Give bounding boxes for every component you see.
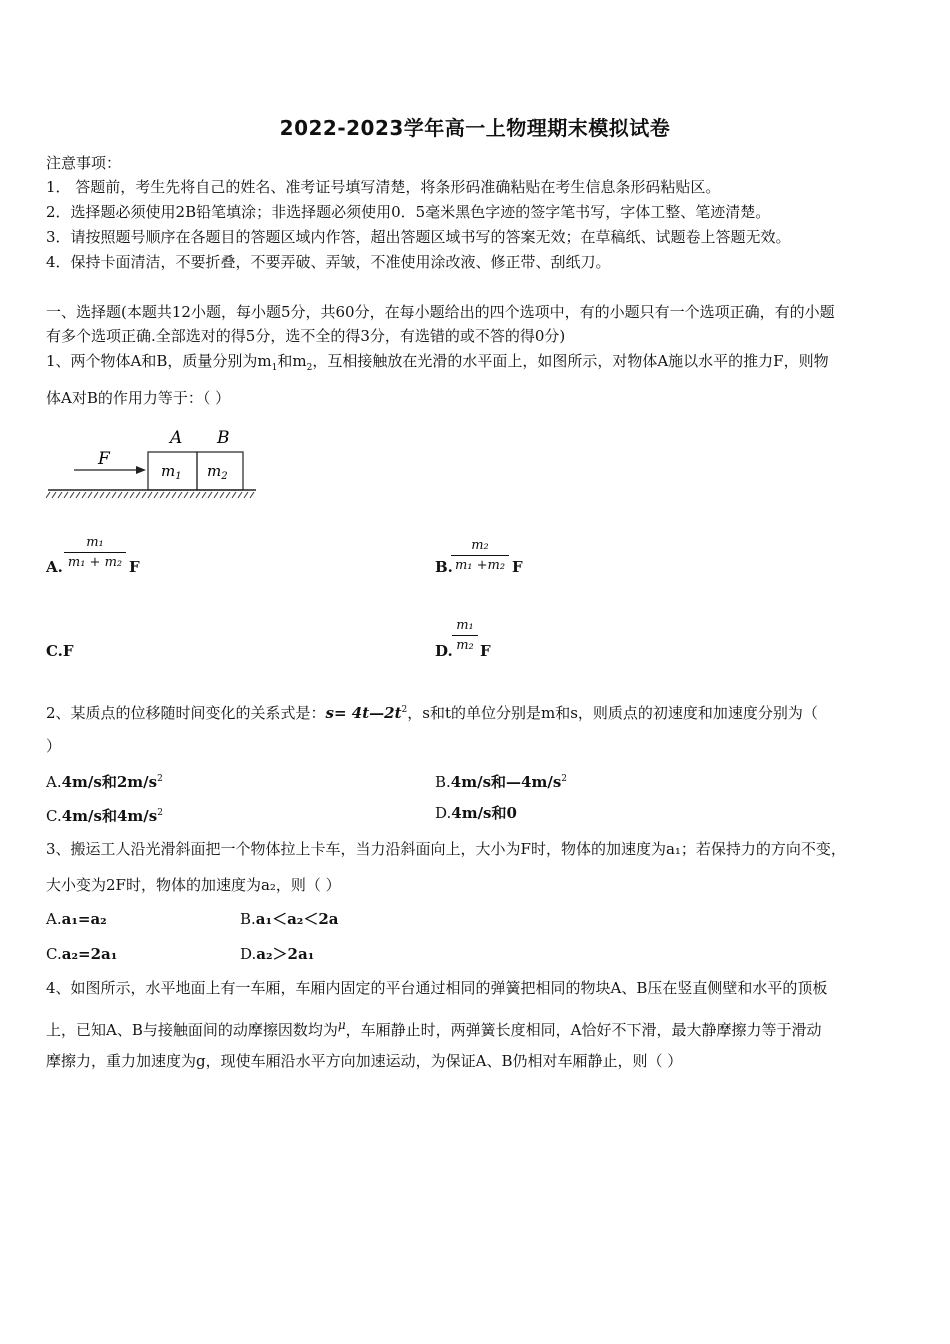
mu-symbol: μ xyxy=(337,1018,346,1032)
q1-figure-blocks xyxy=(46,418,258,510)
q1-option-b-suffix: F xyxy=(512,558,523,576)
q2-option-a[interactable]: A.4m/s和$2m/s^2$ xyxy=(46,773,163,791)
q3-option-a[interactable]: A.a₁=a₂ xyxy=(46,910,107,928)
notice-item-3: 3．请按照题号顺序在各题目的答题区域内作答，超出答题区域书写的答案无效；在草稿纸、试题卷上答题无效。 xyxy=(46,228,791,246)
q2-option-b[interactable]: B.4m/s和$—4m/s^2$ xyxy=(435,773,567,791)
label-a: A xyxy=(170,428,183,448)
q3-stem-line1: 3、搬运工人沿光滑斜面把一个物体拉上卡车，当力沿斜面向上，大小为F时，物体的加速度为a₁；若保持力的方向不变， xyxy=(46,840,846,858)
notice-item-2: 2．选择题必须使用2B铅笔填涂；非选择题必须使用0．5毫米黑色字迹的签字笔书写，字体工整、笔迹清楚。 xyxy=(46,203,771,221)
notice-heading: 注意事项： xyxy=(46,154,122,172)
q3-option-b[interactable]: B.a₁＜a₂＜2a xyxy=(240,910,339,928)
q3-option-d[interactable]: D.a₂＞2a₁ xyxy=(240,945,315,963)
q1-option-d-fraction: m₁ m₂ xyxy=(452,618,478,653)
q2-option-c[interactable]: C.4m/s和$4m/s^2$ xyxy=(46,807,163,825)
notice-item-1: 1． 答题前，考生先将自己的姓名、准考证号填写清楚，将条形码准确粘贴在考生信息条形码粘贴区。 xyxy=(46,178,721,196)
q1-option-a[interactable]: A. xyxy=(46,558,63,576)
q2-stem-line2: ） xyxy=(46,737,62,755)
page-title: 2022-2023学年高一上物理期末模拟试卷 xyxy=(279,116,671,140)
q2-stem-line1: 2、某质点的位移随时间变化的关系式是：$s= 4t—2t^2$，s和t的单位分别是m和s，则质点的初速度和加速度分别为（ xyxy=(46,704,818,722)
q1-option-d[interactable]: D. xyxy=(435,642,453,660)
q3-stem-line2: 大小变为2F时，物体的加速度为a₂，则（ ） xyxy=(46,876,341,894)
notice-item-4: 4．保持卡面清洁，不要折叠，不要弄破、弄皱，不准使用涂改液、修正带、刮纸刀。 xyxy=(46,253,611,271)
q2-option-d[interactable]: D.4m/s和0 xyxy=(435,804,517,822)
q4-stem-line2: 上，已知A、B与接触面间的动摩擦因数均为$^\mu$，车厢静止时，两弹簧长度相同，A恰好不下滑，最大静摩擦力等于滑动 xyxy=(46,1018,822,1039)
label-f: F xyxy=(98,449,110,469)
q1-option-d-suffix: F xyxy=(480,642,491,660)
q1-stem-line2: 体A对B的作用力等于：（ ） xyxy=(46,389,231,407)
q4-stem-line3: 摩擦力，重力加速度为g，现使车厢沿水平方向加速运动，为保证A、B仍相对车厢静止，则（ ） xyxy=(46,1052,683,1070)
q1-option-c[interactable]: C.F xyxy=(46,642,74,660)
q1-option-b[interactable]: B. xyxy=(435,558,453,576)
q1-option-a-suffix: F xyxy=(129,558,140,576)
section-instructions-line2: 有多个选项正确.全部选对的得5分，选不全的得3分，有选错的或不答的得0分) xyxy=(46,327,566,345)
q3-option-c[interactable]: C.a₂=2a₁ xyxy=(46,945,118,963)
label-m1: $m_1$ xyxy=(161,462,182,482)
q4-stem-line1: 4、如图所示，水平地面上有一车厢，车厢内固定的平台通过相同的弹簧把相同的物块A、B压在竖直侧壁和水平的顶板 xyxy=(46,979,828,997)
q1-option-a-fraction: m₁ m₁ + m₂ xyxy=(64,535,126,570)
q1-stem-line1: 1、两个物体A和B，质量分别为$m_1$和$m_2$，互相接触放在光滑的水平面上，如图所示，对物体A施以水平的推力F，则物 xyxy=(46,352,829,373)
label-b: B xyxy=(217,428,230,448)
q1-option-b-fraction: m₂ m₁ +m₂ xyxy=(451,538,509,573)
label-m2: $m_2$ xyxy=(207,462,228,482)
section-instructions-line1: 一、选择题(本题共12小题，每小题5分，共60分，在每小题给出的四个选项中，有的小题只有一个选项正确，有的小题 xyxy=(46,303,835,321)
